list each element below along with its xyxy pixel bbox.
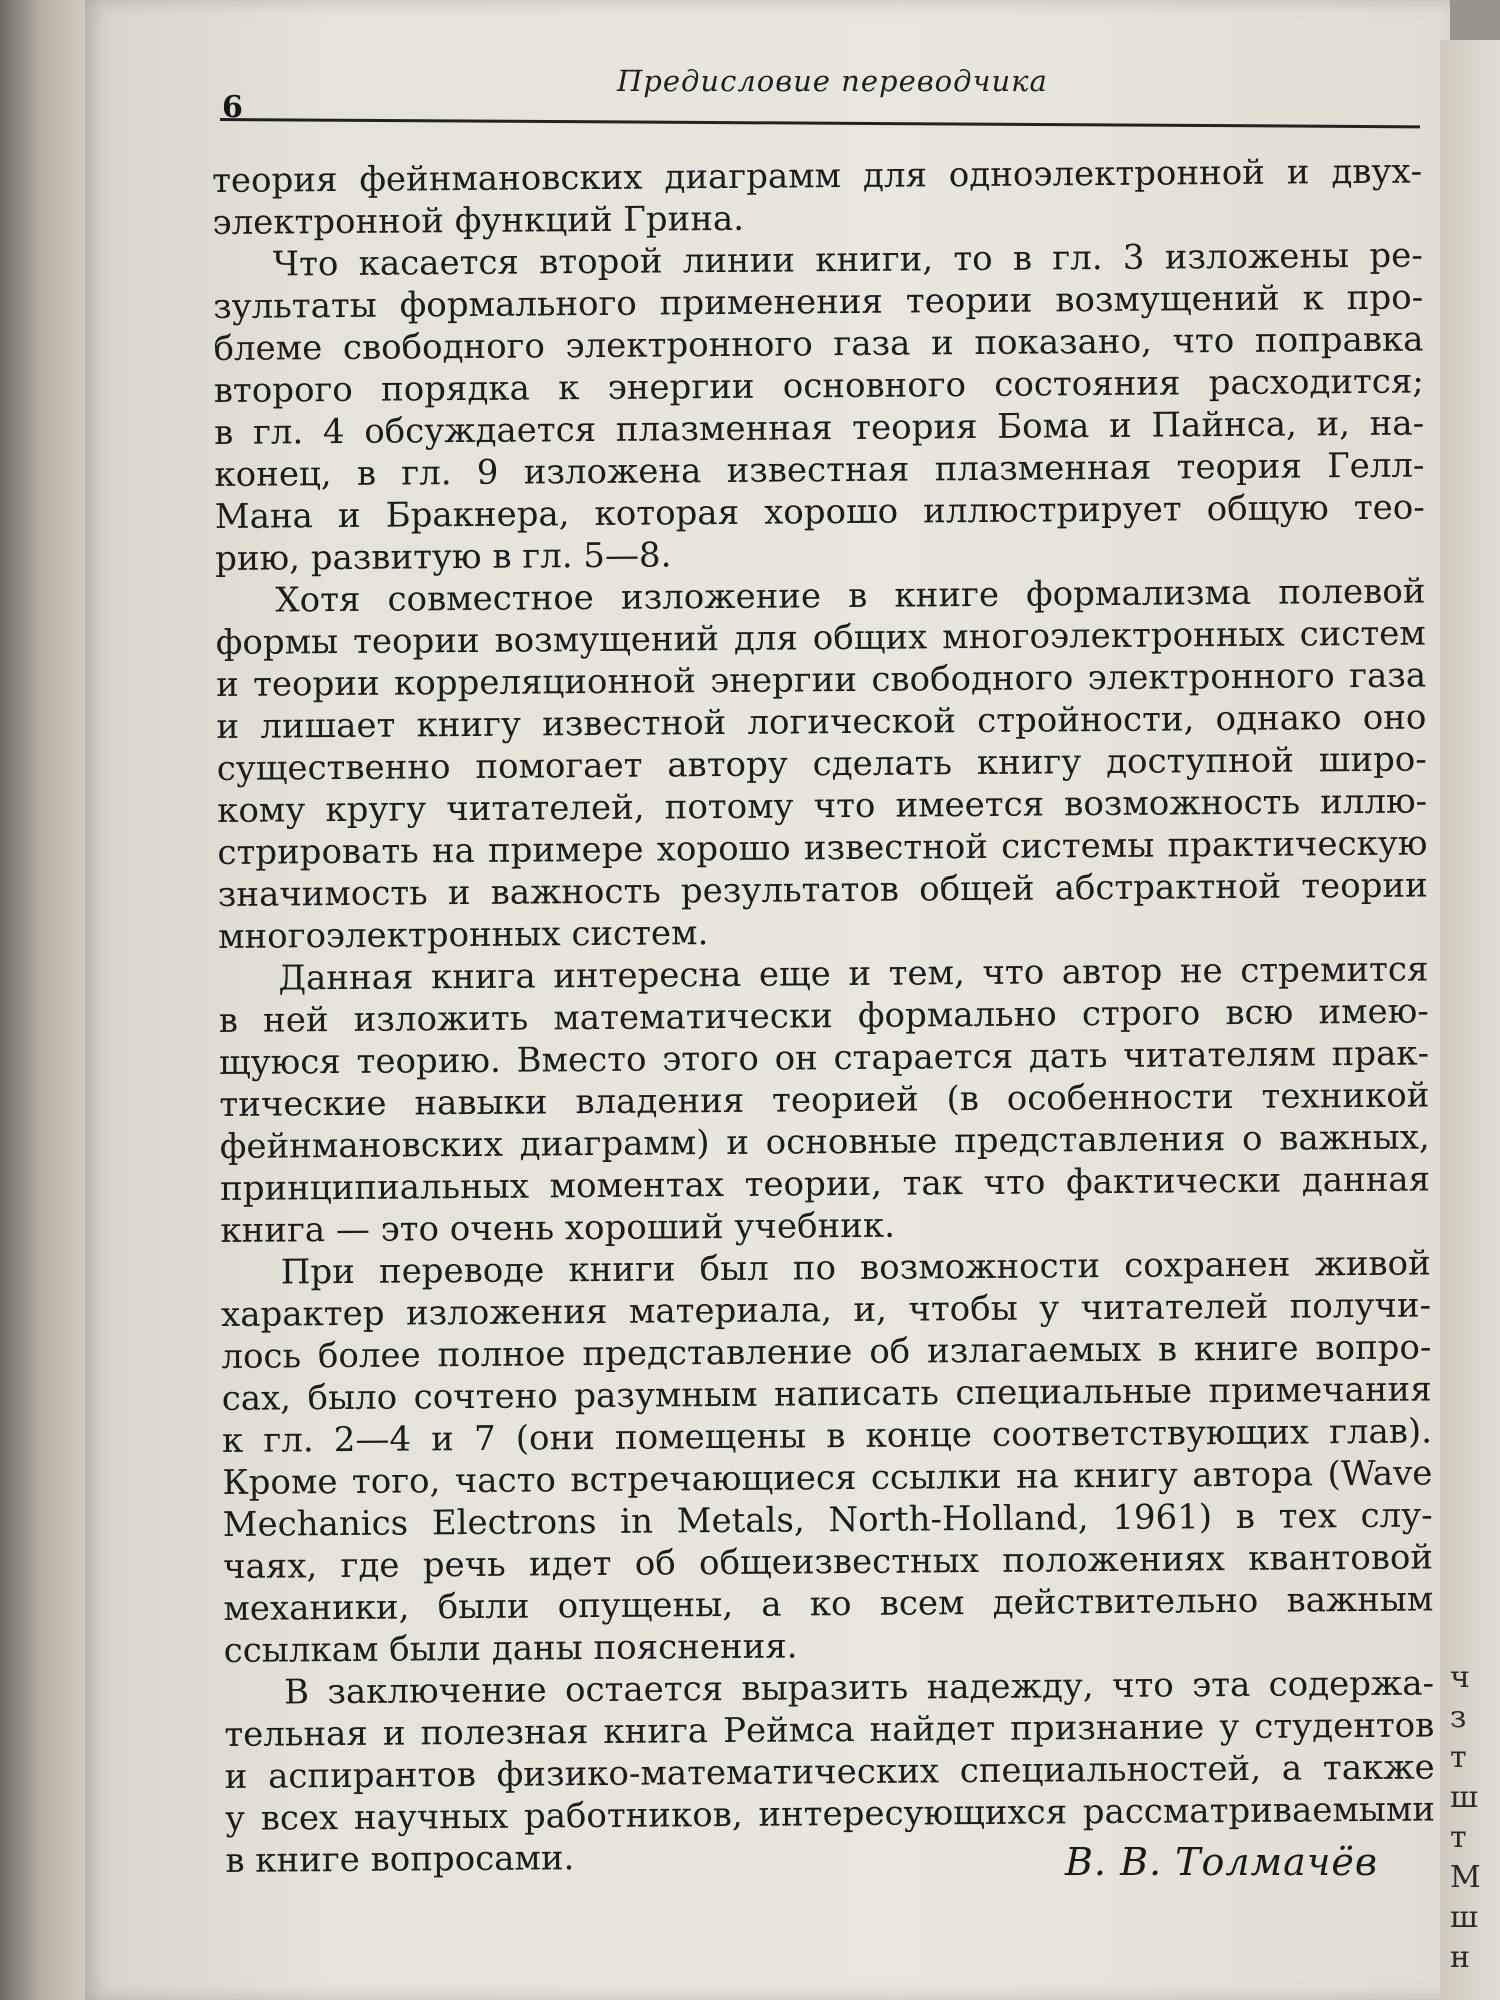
text-line: и лишает книгу известной логической стройности, однако оно — [216, 697, 1427, 747]
page-number: 6 — [222, 90, 243, 125]
text-line: характер изложения материала, и, чтобы у читателей получи- — [220, 1285, 1432, 1335]
text-line: рию, развитую в гл. 5—8. — [214, 535, 672, 579]
adjacent-page-fragment: н — [1450, 1940, 1470, 1975]
paragraph — [215, 570, 1428, 957]
adjacent-page-fragment: ч — [1450, 1660, 1470, 1695]
text-line: и теории корреляционной энергии свободного электронного газа — [215, 655, 1427, 705]
text-line: к гл. 2—4 и 7 (они помещены в конце соответствующих глав). — [221, 1411, 1433, 1461]
text-line: формы теории возмущений для общих многоэлектронных систем — [215, 613, 1426, 663]
paragraph — [221, 1242, 1434, 1671]
paragraph — [212, 150, 1423, 244]
text-line: ссылкам были даны пояснения. — [223, 1626, 798, 1671]
text-line: чаях, где речь идет об общеизвестных положениях квантовой — [222, 1537, 1434, 1587]
adjacent-page-edge — [1440, 40, 1500, 2000]
text-line: теория фейнмановских диаграмм для одноэлектронной и двух- — [212, 151, 1423, 201]
page-header — [222, 62, 1422, 125]
text-line: в ней изложить математически формально строго всю имею- — [218, 991, 1429, 1041]
text-line: Хотя совместное изложение в книге формализма полевой — [275, 571, 1426, 621]
text-line: принципиальных моментах теории, так что фактически данная — [219, 1159, 1431, 1209]
text-line: в гл. 4 обсуждается плазменная теория Бома и Пайнса, и, на- — [213, 403, 1425, 453]
adjacent-page-fragment: з — [1450, 1700, 1467, 1735]
text-line: щуюся теорию. Вместо этого он старается дать читателям прак- — [218, 1033, 1430, 1083]
text-line: второго порядка к энергии основного состояния расходится; — [213, 361, 1424, 411]
text-line: многоэлектронных систем. — [217, 913, 709, 957]
text-line: у всех научных работников, интересующихся рассматриваемыми — [224, 1789, 1436, 1839]
text-line: сах, было сочтено разумным написать специальные примечания — [221, 1369, 1432, 1419]
text-line: блеме свободного электронного газа и показано, что поправка — [213, 319, 1424, 369]
adjacent-page-fragment: ш — [1450, 1780, 1478, 1815]
book-spine-shadow — [0, 0, 95, 2000]
translator-signature: В. В. Толмачёв — [1065, 1840, 1378, 1884]
text-line: фейнмановских диаграмм) и основные представления о важных, — [219, 1117, 1430, 1167]
running-head: Предисловие переводчика — [617, 64, 1048, 98]
text-line: Mechanics Electrons in Metals, North-Holland, 1961) в тех слу- — [222, 1495, 1433, 1545]
text-line: В заключение остается выразить надежду, что эта содержа- — [283, 1663, 1435, 1713]
adjacent-page-fragment: т — [1450, 1820, 1467, 1855]
text-line: При переводе книги был по возможности сохранен живой — [280, 1243, 1431, 1293]
paragraph — [218, 948, 1430, 1251]
text-line: конец, в гл. 9 изложена известная плазменная теория Гелл- — [214, 445, 1425, 495]
body-text — [212, 150, 1435, 1881]
adjacent-page-fragment: т — [1450, 1740, 1467, 1775]
text-line: тельная и полезная книга Реймса найдет признание у студентов — [224, 1705, 1435, 1755]
text-line: тические навыки владения теорией (в особенности техникой — [219, 1075, 1430, 1125]
text-line: зультаты формального применения теории возмущений к про- — [212, 277, 1424, 327]
text-line: Данная книга интересна еще и тем, что автор не стремится — [278, 949, 1429, 999]
text-line: в книге вопросами. — [225, 1838, 575, 1881]
text-line: стрировать на примере хорошо известной системы практическую — [217, 823, 1428, 873]
text-line: и аспирантов физико-математических специальностей, а также — [224, 1747, 1435, 1797]
text-line: книга — это очень хороший учебник. — [220, 1205, 896, 1251]
text-line: лось более полное представление об излагаемых в книге вопро- — [221, 1327, 1432, 1377]
text-line: Кроме того, часто встречающиеся ссылки на книгу автора (Wave — [222, 1453, 1433, 1503]
text-line: существенно помогает автору сделать книгу доступной широ- — [216, 739, 1427, 789]
text-line: механики, были опущены, а ко всем действительно важным — [223, 1579, 1434, 1629]
text-line: электронной функций Грина. — [212, 198, 745, 243]
adjacent-page-fragment: М — [1450, 1860, 1481, 1895]
adjacent-page-fragment: ш — [1450, 1900, 1478, 1935]
text-line: Мана и Бракнера, которая хорошо иллюстрирует общую тео- — [214, 487, 1425, 537]
paragraph — [213, 234, 1426, 579]
text-line: кому кругу читателей, потому что имеется возможность иллю- — [216, 781, 1428, 831]
text-line: значимость и важность результатов общей абстрактной теории — [217, 865, 1428, 915]
text-line: Что касается второй линии книги, то в гл. 3 изложены ре- — [272, 235, 1423, 285]
